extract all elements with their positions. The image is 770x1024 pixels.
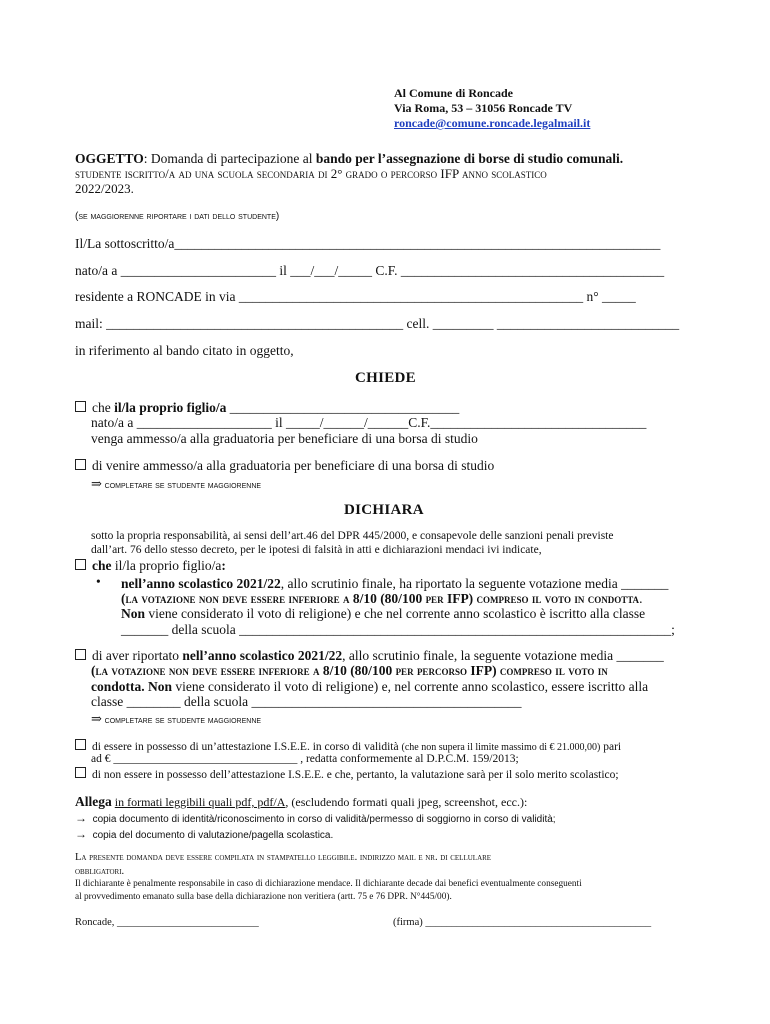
isee1-l2[interactable]: ad € ________________________________ , redatta conformemente al D.P.C.M. 159/2013; xyxy=(91,753,519,765)
chiede-option-figlio[interactable] xyxy=(75,400,459,416)
dichiara-bullet-l1[interactable] xyxy=(121,576,668,592)
field-mail[interactable]: mail: ____________________________________________ cell. _________ ___________________________ xyxy=(75,316,680,331)
footer-place[interactable]: Roncade, ___________________________ xyxy=(75,917,259,928)
checkbox-self[interactable] xyxy=(75,459,86,470)
riferimento-text: in riferimento al bando citato in oggetto, xyxy=(75,343,294,358)
bullet-l3-bold: Non xyxy=(121,606,146,621)
field-sottoscritto[interactable]: Il/La sottoscritto/a________________________________________________________________________ xyxy=(75,236,661,251)
footer-firma[interactable]: (firma) ___________________________________________ xyxy=(393,917,652,928)
opt2-l4[interactable]: classe ________ della scuola ________________________________________ xyxy=(91,694,522,709)
opt2-l3 xyxy=(91,679,648,695)
dichiara-bullet-l2 xyxy=(121,591,642,607)
oggetto-line1 xyxy=(75,151,623,167)
dichiara-opt1-rest: il/la proprio figlio/a xyxy=(111,558,222,573)
allega-item-2 xyxy=(75,827,333,841)
oggetto-label: OGGETTO xyxy=(75,151,144,166)
chiede-arrow-note xyxy=(91,476,261,492)
opt2-l3-bold: condotta xyxy=(91,679,142,694)
chiede-opt1-prefix: che xyxy=(92,400,115,415)
note-maggiorenne: (se maggiorenne riportare i dati dello studente) xyxy=(75,211,280,222)
footer-caps1: La presente domanda deve essere compilata in stampatello leggibile. indirizzo mail e nr. di cellulare xyxy=(75,852,492,863)
dichiara-option-figlio[interactable] xyxy=(75,558,226,574)
checkbox-figlio[interactable] xyxy=(75,401,86,412)
recipient-line2 xyxy=(394,101,572,116)
chiede-opt1-nato[interactable]: nato/a a ____________________ il _____/______/______C.F.________________________________ xyxy=(91,415,647,430)
allega-item-1-text: copia documento di identità/riconoscimento in corso di validità/permesso di soggiorno in corso di validità; xyxy=(92,814,556,825)
double-arrow-icon: ⇒ xyxy=(91,476,102,491)
allega-formats: in formati leggibili quali pdf, pdf/A xyxy=(114,795,286,809)
oggetto-text: : Domanda di partecipazione al xyxy=(143,151,316,166)
dichiara-opt1-bold: che xyxy=(92,558,112,573)
footer-caps2: obbligatori. xyxy=(75,866,125,877)
bullet-l2-text: (la votazione non deve essere inferiore a 8/10 (80/100 per IFP) compreso il voto in condotta xyxy=(121,591,640,606)
checkbox-dichiara-figlio[interactable] xyxy=(75,559,86,570)
bullet-icon: • xyxy=(96,574,101,589)
dichiara-option-self[interactable] xyxy=(75,648,664,664)
allega-item-2-text: copia del documento di valutazione/pagella scolastica. xyxy=(92,830,334,841)
oggetto-line3: 2022/2023. xyxy=(75,181,134,196)
dichiara-bullet-l4[interactable]: _______ della scuola ________________________________________________________________; xyxy=(121,622,675,637)
checkbox-isee-possesso[interactable] xyxy=(75,739,86,750)
bullet-l1-rest: , allo scrutinio finale, ha riportato la seguente votazione media _______ xyxy=(280,576,669,591)
opt2-l1-a: di aver riportato xyxy=(92,648,183,663)
field-residente[interactable]: residente a RONCADE in via ___________________________________________________ n° _____ xyxy=(75,289,636,304)
dichiara-bullet-l3 xyxy=(121,606,645,622)
dichiara-heading: DICHIARA xyxy=(344,502,424,518)
opt2-l3-rest: viene considerato il voto di religione) e, nel corrente anno scolastico, essere iscritto alla xyxy=(172,679,649,694)
chiede-opt1-ammesso: venga ammesso/a alla graduatoria per beneficiare di una borsa di studio xyxy=(91,431,478,446)
allega-label: Allega xyxy=(75,794,112,809)
allega-line xyxy=(75,794,527,810)
arrow-right-icon: → xyxy=(75,827,87,841)
double-arrow-icon: ⇒ xyxy=(91,711,102,726)
bullet-l3-rest: viene considerato il voto di religione) e che nel corrente anno scolastico è iscritto alla classe xyxy=(145,606,646,621)
checkbox-isee-non-possesso[interactable] xyxy=(75,767,86,778)
opt2-l1-rest: , allo scrutinio finale, la seguente votazione media _______ xyxy=(342,648,664,663)
dichiara-intro1: sotto la propria responsabilità, ai sensi dell’art.46 del DPR 445/2000, e consapevole delle sanzioni penali previste xyxy=(91,530,614,542)
isee1-a: di essere in possesso di un’attestazione I.S.E.E. in corso di validità xyxy=(92,741,402,753)
allega-item-1 xyxy=(75,811,556,825)
recipient-email-row xyxy=(394,116,590,131)
chiede-heading: CHIEDE xyxy=(355,370,416,386)
chiede-opt1-rest: __________________________________ xyxy=(226,400,460,415)
arrow-right-icon: → xyxy=(75,811,87,825)
chiede-opt2-text: di venire ammesso/a alla graduatoria per beneficiare di una borsa di studio xyxy=(92,458,495,473)
allega-rest: , (escludendo formati quali jpeg, screenshot, ecc.): xyxy=(285,795,528,809)
bullet-l2-end: . xyxy=(639,591,643,606)
footer-legal1: Il dichiarante è penalmente responsabile in caso di dichiarazione mendace. Il dichiarante decade dai benefici eventualmente conseguenti xyxy=(75,879,582,889)
recipient-address: Via Roma, 53 – 31056 Roncade TV xyxy=(394,101,573,115)
oggetto-line2: studente iscritto/a ad una scuola secondaria di 2° grado o percorso IFP anno scolastico xyxy=(75,166,547,181)
dichiara-opt1-colon: : xyxy=(221,558,226,573)
recipient-email-link[interactable]: roncade@comune.roncade.legalmail.it xyxy=(394,116,591,130)
recipient-line1: Al Comune di Roncade xyxy=(394,86,514,100)
isee1-b: pari xyxy=(600,741,622,753)
field-nato[interactable]: nato/a a _______________________ il ___/___/_____ C.F. _______________________________________ xyxy=(75,263,665,278)
footer-legal2: al provvedimento emanato sulla base della dichiarazione non veritiera (artt. 75 e 76 DPR. N°445/00). xyxy=(75,892,452,902)
chiede-option-self[interactable] xyxy=(75,458,494,474)
oggetto-bando: bando per l’assegnazione di borse di studio comunali. xyxy=(315,151,624,166)
chiede-arrow-text: completare se studente maggiorenne xyxy=(104,480,262,491)
opt2-l3-non: . Non xyxy=(141,679,173,694)
isee-option-possesso[interactable] xyxy=(75,739,621,753)
dichiara-intro2: dall’art. 76 dello stesso decreto, per le ipotesi di falsità in atti e dichiarazioni mendaci ivi indicate, xyxy=(91,544,542,556)
checkbox-dichiara-self[interactable] xyxy=(75,649,86,660)
opt2-l1-bold: nell’anno scolastico 2021/22 xyxy=(182,648,343,663)
opt2-l2: (la votazione non deve essere inferiore a 8/10 (80/100 per percorso IFP) compreso il voto in xyxy=(91,663,608,678)
isee2-text: di non essere in possesso dell’attestazione I.S.E.E. e che, pertanto, la valutazione sarà per il solo merito scolastico; xyxy=(92,769,619,781)
isee1-small: (che non supera il limite massimo di € 21.000,00) xyxy=(401,742,601,753)
dichiara-arrow-text: completare se studente maggiorenne xyxy=(104,715,262,726)
chiede-opt1-bold: il/la proprio figlio/a xyxy=(114,400,227,415)
isee-option-non-possesso[interactable] xyxy=(75,767,619,781)
dichiara-arrow-note xyxy=(91,711,261,727)
bullet-l1-bold: nell’anno scolastico 2021/22 xyxy=(121,576,281,591)
